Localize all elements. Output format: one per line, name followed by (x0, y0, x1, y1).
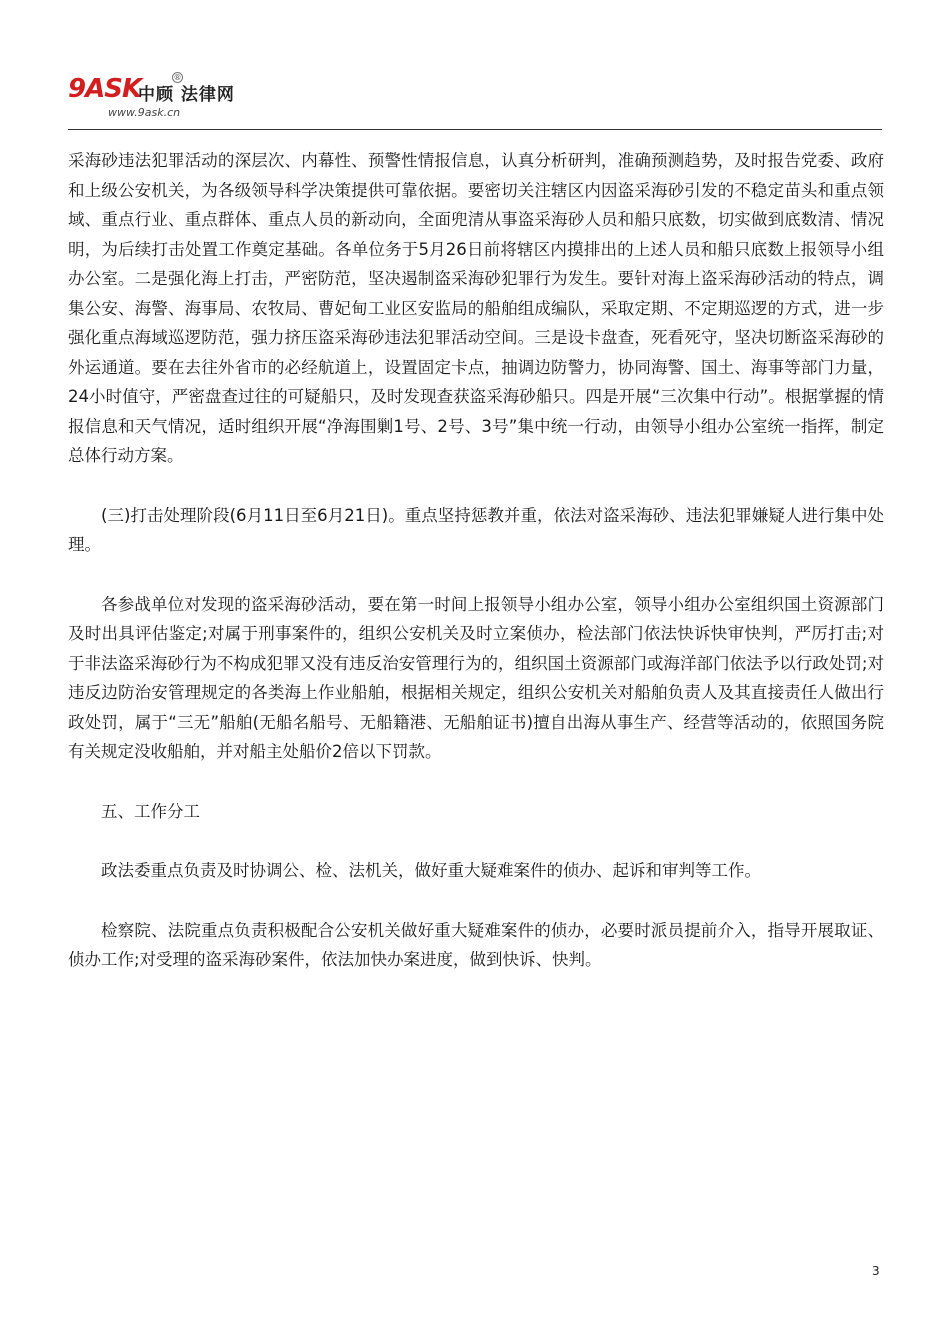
paragraph-political-committee: 政法委重点负责及时协调公、检、法机关，做好重大疑难案件的侦办、起诉和审判等工作。 (101, 861, 761, 880)
logo-chinese-name: 中顾 法律网 (138, 85, 235, 105)
paragraph-stage-three: (三)打击处理阶段(6月11日至6月21日)。重点坚持惩教并重，依法对盗采海砂、违法犯罪嫌疑人进行集中处理。 (68, 505, 884, 554)
paragraph-procuratorate-court: 检察院、法院重点负责积极配合公安机关做好重大疑难案件的侦办，必要时派员提前介入，指导开展取证、侦办工作;对受理的盗采海砂案件，依法加快办案进度，做到快诉、快判。 (68, 920, 884, 969)
logo-brand: 9ASK (68, 74, 142, 104)
site-logo (68, 74, 288, 122)
paragraph-handling: 各参战单位对发现的盗采海砂活动，要在第一时间上报领导小组办公室，领导小组办公室组织国土资源部门及时出具评估鉴定;对属于刑事案件的，组织公安机关及时立案侦办，检法部门依法快诉快审快判，严厉打击;对于非法盗采海砂行为不构成犯罪又没有违反治安管理行为的，组织国土资源部门或海洋部门依法予以行政处罚;对违反边防治安管理规定的各类海上作业船舶，根据相关规定，组织公安机关对船舶负责人及其直接责任人做出行政处罚，属于“三无”船舶(无船名船号、无船籍港、无船舶证书)擅自出海从事生产、经营等活动的，依照国务院有关规定没收船舶，并对船主处船价2倍以下罚款。 (68, 594, 884, 761)
registered-mark: ® (173, 73, 182, 82)
page-header (68, 72, 882, 130)
document-body (68, 146, 884, 1005)
section-heading: 五、工作分工 (101, 801, 200, 821)
paragraph-continued: 采海砂违法犯罪活动的深层次、内幕性、预警性情报信息，认真分析研判，准确预测趋势，及时报告党委、政府和上级公安机关，为各级领导科学决策提供可靠依据。要密切关注辖区内因盗采海砂引发的不稳定苗头和重点领域、重点行业、重点群体、重点人员的新动向，全面兜清从事盗采海砂人员和船只底数，切实做到底数清、情况明，为后续打击处置工作奠定基础。各单位务于5月26日前将辖区内摸排出的上述人员和船只底数上报领导小组办公室。二是强化海上打击，严密防范，坚决遏制盗采海砂犯罪行为发生。要针对海上盗采海砂活动的特点，调集公安、海警、海事局、农牧局、曹妃甸工业区安监局的船舶组成编队，采取定期、不定期巡逻的方式，进一步强化重点海域巡逻防范，强力挤压盗采海砂违法犯罪活动空间。三是设卡盘查，死看死守，坚决切断盗采海砂的外运通道。要在去往外省市的必经航道上，设置固定卡点，抽调边防警力，协同海警、国土、海事等部门力量，24小时值守，严密盘查过往的可疑船只，及时发现查获盗采海砂船只。四是开展“三次集中行动”。根据掌握的情报信息和天气情况，适时组织开展“净海围剿1号、2号、3号”集中统一行动，由领导小组办公室统一指挥，制定总体行动方案。 (68, 151, 884, 465)
header-rule (68, 129, 882, 130)
logo-url: www.9ask.cn (108, 106, 181, 119)
page-number: 3 (872, 1264, 880, 1278)
